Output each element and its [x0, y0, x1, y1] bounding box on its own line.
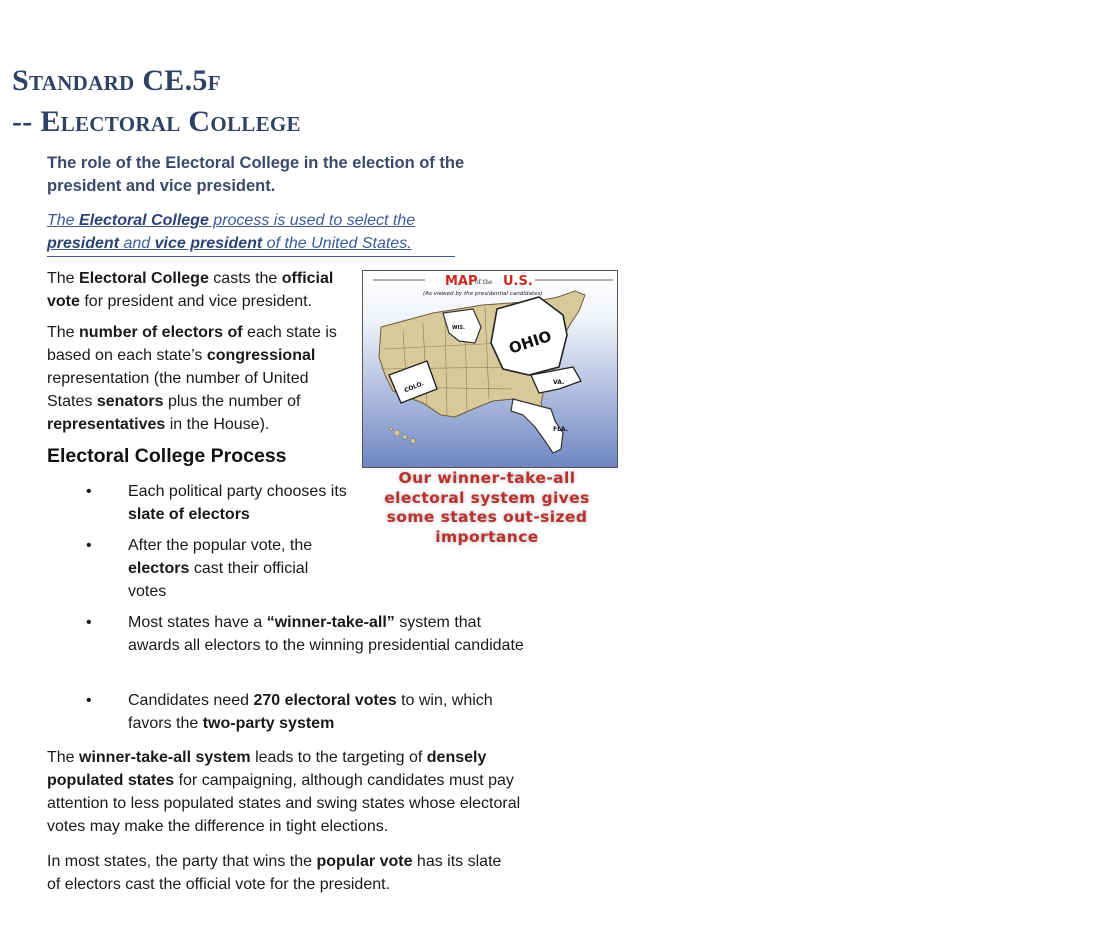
state-label-fla: FLA. — [553, 426, 568, 433]
bullet-icon: • — [86, 692, 92, 709]
state-label-colo: COLO. — [403, 380, 425, 395]
section-heading: Electoral College Process — [47, 445, 287, 467]
bullet-icon: • — [86, 614, 92, 631]
bullet-icon: • — [86, 537, 92, 554]
bullet-icon: • — [86, 483, 92, 500]
title-line-2: -- Electoral College — [12, 105, 301, 138]
paragraph-number-of-electors: The number of electors of each state is based on each state’s congressional representation (the number of United States senators plus the number of representatives in the House). — [47, 324, 337, 433]
island-shapes — [389, 427, 415, 443]
paragraph-official-vote: The Electoral College casts the official vote for president and vice president. — [47, 270, 334, 310]
us-map-cartoon — [362, 270, 618, 468]
subtitle: The role of the Electoral College in the election of the president and vice president. — [47, 154, 465, 195]
cartoon-caption: Our winner-take-all electoral system gives some states out-sized importance — [384, 469, 590, 546]
map-title-word: MAP — [445, 274, 478, 289]
map-subtitle: (As viewed by the presidential candidates) — [423, 291, 543, 297]
state-label-wis: WIS. — [452, 325, 465, 331]
state-label-ohio: OHIO — [506, 326, 554, 358]
process-note: The Electoral College process is used to select the president and vice president of the United States. — [47, 209, 455, 257]
map-title-of: of the — [475, 279, 493, 286]
state-label-va: VA. — [553, 379, 565, 386]
map-title-us: U.S. — [503, 274, 533, 289]
paragraph-popular-vote: In most states, the party that wins the popular vote has its slate of electors cast the official vote for the president. — [47, 853, 502, 893]
paragraph-winner-take-all: The winner-take-all system leads to the targeting of densely populated states for campaigning, although candidates must pay attention to less populated states and swing states whose electoral votes may make the difference in tight elections. — [47, 749, 521, 835]
title-line-1: Standard CE.5f — [12, 64, 221, 97]
page-title — [12, 60, 301, 142]
